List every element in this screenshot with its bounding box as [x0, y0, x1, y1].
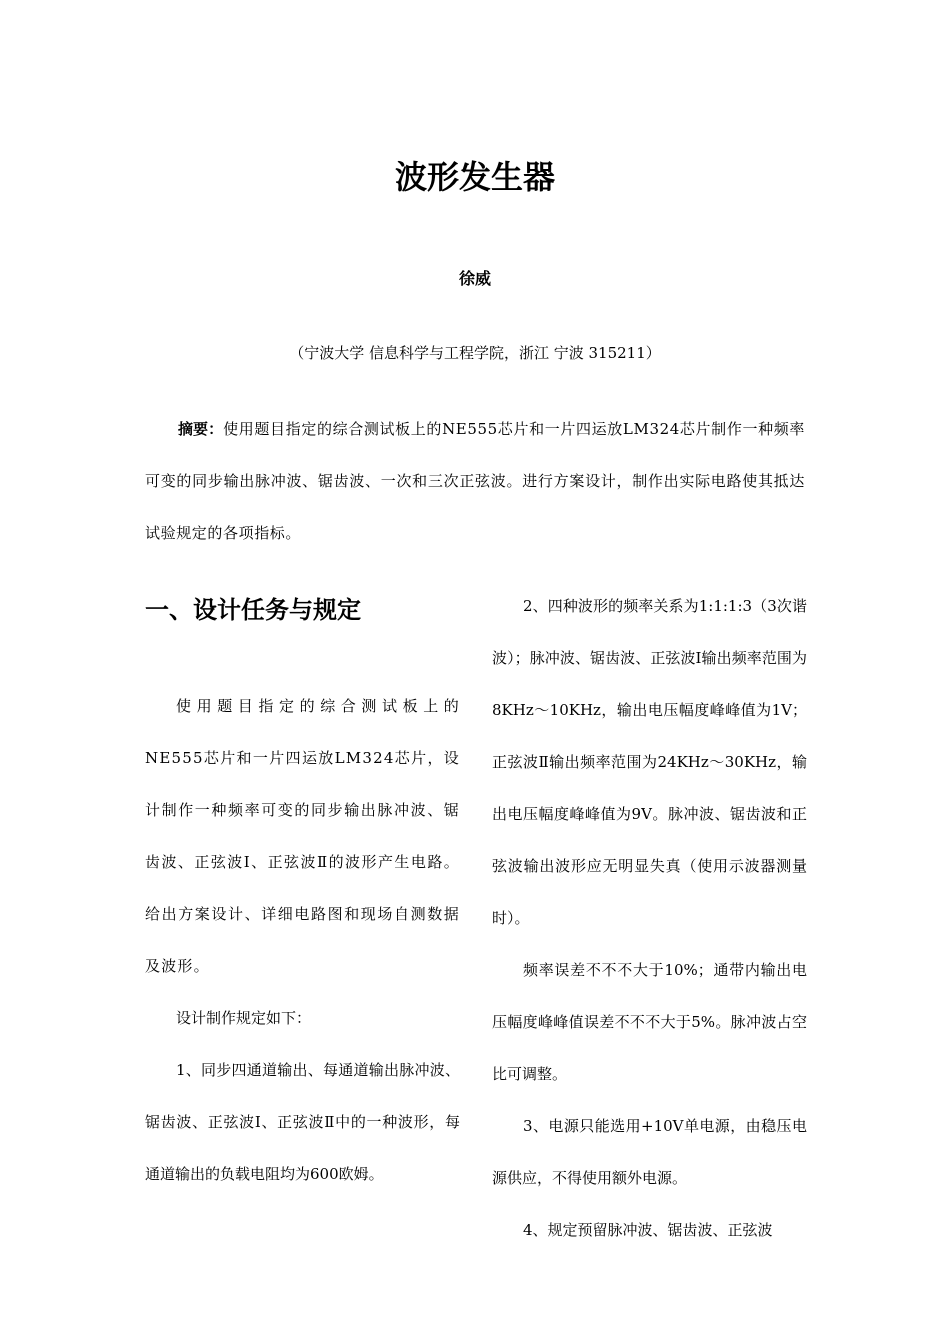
document-title: 波形发生器	[394, 158, 555, 196]
paragraph: 设计制作规定如下：	[176, 1009, 312, 1027]
paragraph: 频率误差不不不大于10%；通带内输出电压幅度峰峰值误差不不不大于5%。脉冲波占空比可调整。	[492, 961, 807, 1083]
paragraph: 使用题目指定的综合测试板上的NE555芯片和一片四运放LM324芯片，设计制作一种频率可变的同步输出脉冲波、锯齿波、正弦波Ⅰ、正弦波Ⅱ的波形产生电路。给出方案设计、详细电路图和现场自测数据及波形。	[145, 697, 460, 975]
left-column	[145, 585, 460, 1200]
paragraph: 4、规定预留脉冲波、锯齿波、正弦波	[523, 1221, 773, 1239]
paragraph: 2、四种波形的频率关系为1:1:1:3（3次谐波）；脉冲波、锯齿波、正弦波Ⅰ输出频率范围为8KHz～10KHz，输出电压幅度峰峰值为1V；正弦波Ⅱ输出频率范围为24KHz～30KHz，输出电压幅度峰峰值为9V。脉冲波、锯齿波和正弦波输出波形应无明显失真（使用示波器测量时）。	[492, 597, 807, 927]
abstract-text: 使用题目指定的综合测试板上的NE555芯片和一片四运放LM324芯片制作一种频率可变的同步输出脉冲波、锯齿波、一次和三次正弦波。进行方案设计，制作出实际电路使其抵达试验规定的各项指标。	[145, 420, 805, 542]
abstract	[145, 403, 805, 559]
author-affiliation: （宁波大学 信息科学与工程学院，浙江 宁波 315211）	[289, 344, 661, 362]
paragraph: 3、电源只能选用+10V单电源，由稳压电源供应，不得使用额外电源。	[492, 1117, 807, 1187]
author-name: 徐威	[458, 269, 491, 288]
section-heading: 一、设计任务与规定	[145, 596, 361, 624]
abstract-label: 摘要：	[178, 420, 224, 438]
paragraph: 1、同步四通道输出、每通道输出脉冲波、锯齿波、正弦波Ⅰ、正弦波Ⅱ中的一种波形，每通道输出的负载电阻均为600欧姆。	[145, 1061, 460, 1183]
right-column	[492, 580, 807, 1256]
